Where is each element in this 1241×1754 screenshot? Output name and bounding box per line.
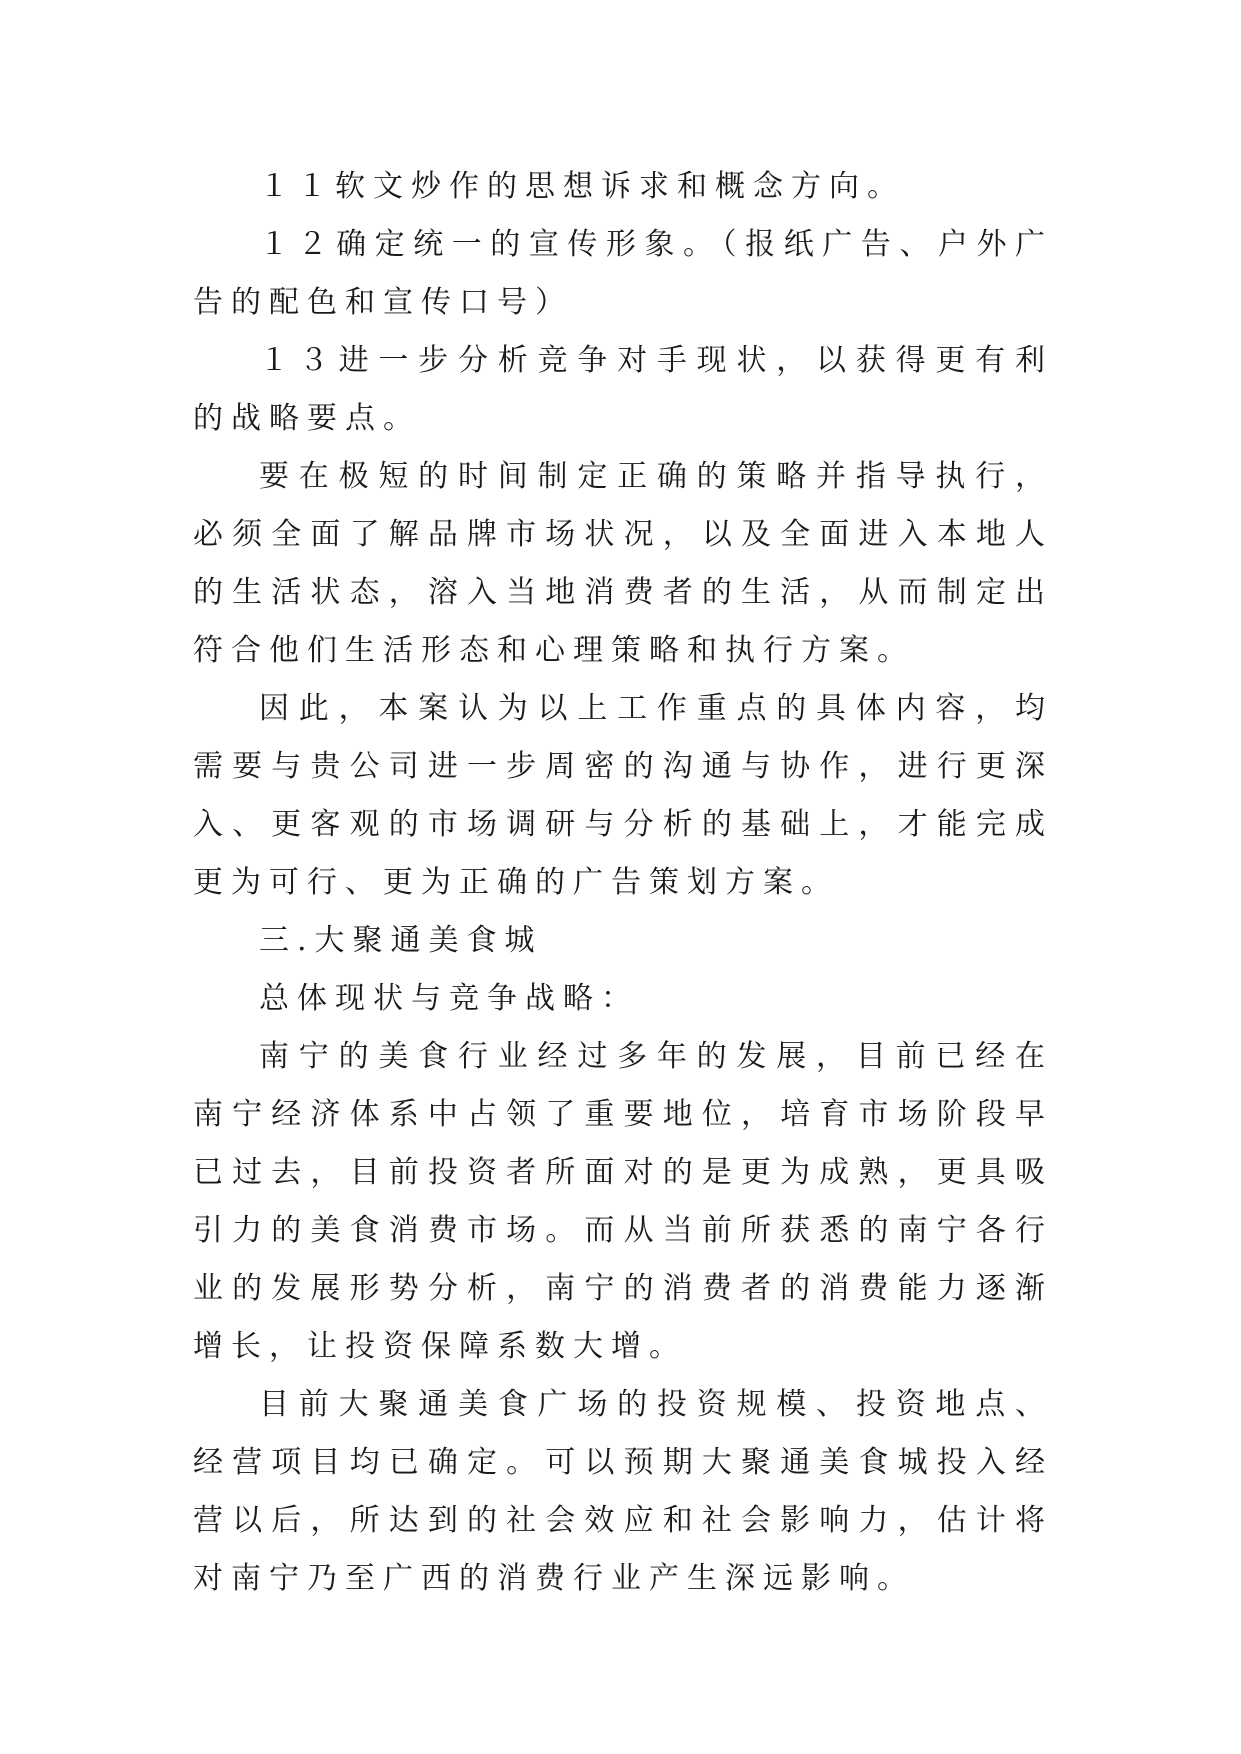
paragraph-item-1-2: １２确定统一的宣传形象。（报纸广告、户外广告的配色和宣传口号） [193, 227, 1053, 320]
paragraph-conclusion: 因此，本案认为以上工作重点的具体内容，均需要与贵公司进一步周密的沟通与协作，进行更深入、更客观的市场调研与分析的基础上，才能完成更为可行、更为正确的广告策划方案。 [193, 691, 1053, 900]
paragraph-item-1-1: １１软文炒作的思想诉求和概念方向。 [259, 169, 905, 204]
paragraph-investment: 目前大聚通美食广场的投资规模、投资地点、经营项目均已确定。可以预期大聚通美食城投入经营以后，所达到的社会效应和社会影响力，估计将对南宁乃至广西的消费行业产生深远影响。 [193, 1387, 1053, 1596]
paragraph-strategy: 要在极短的时间制定正确的策略并指导执行，必须全面了解品牌市场状况，以及全面进入本地人的生活状态，溶入当地消费者的生活，从而制定出符合他们生活形态和心理策略和执行方案。 [193, 459, 1053, 668]
paragraph-market-overview: 南宁的美食行业经过多年的发展，目前已经在南宁经济体系中占领了重要地位，培育市场阶段早已过去，目前投资者所面对的是更为成熟，更具吸引力的美食消费市场。而从当前所获悉的南宁各行业的发展形势分析，南宁的消费者的消费能力逐渐增长，让投资保障系数大增。 [193, 1039, 1053, 1364]
paragraph-item-1-3: １３进一步分析竞争对手现状，以获得更有利的战略要点。 [193, 343, 1053, 436]
subsection-heading: 总体现状与竞争战略： [259, 981, 639, 1016]
document-body [193, 158, 1053, 1608]
section-heading: 三.大聚通美食城 [259, 923, 543, 958]
